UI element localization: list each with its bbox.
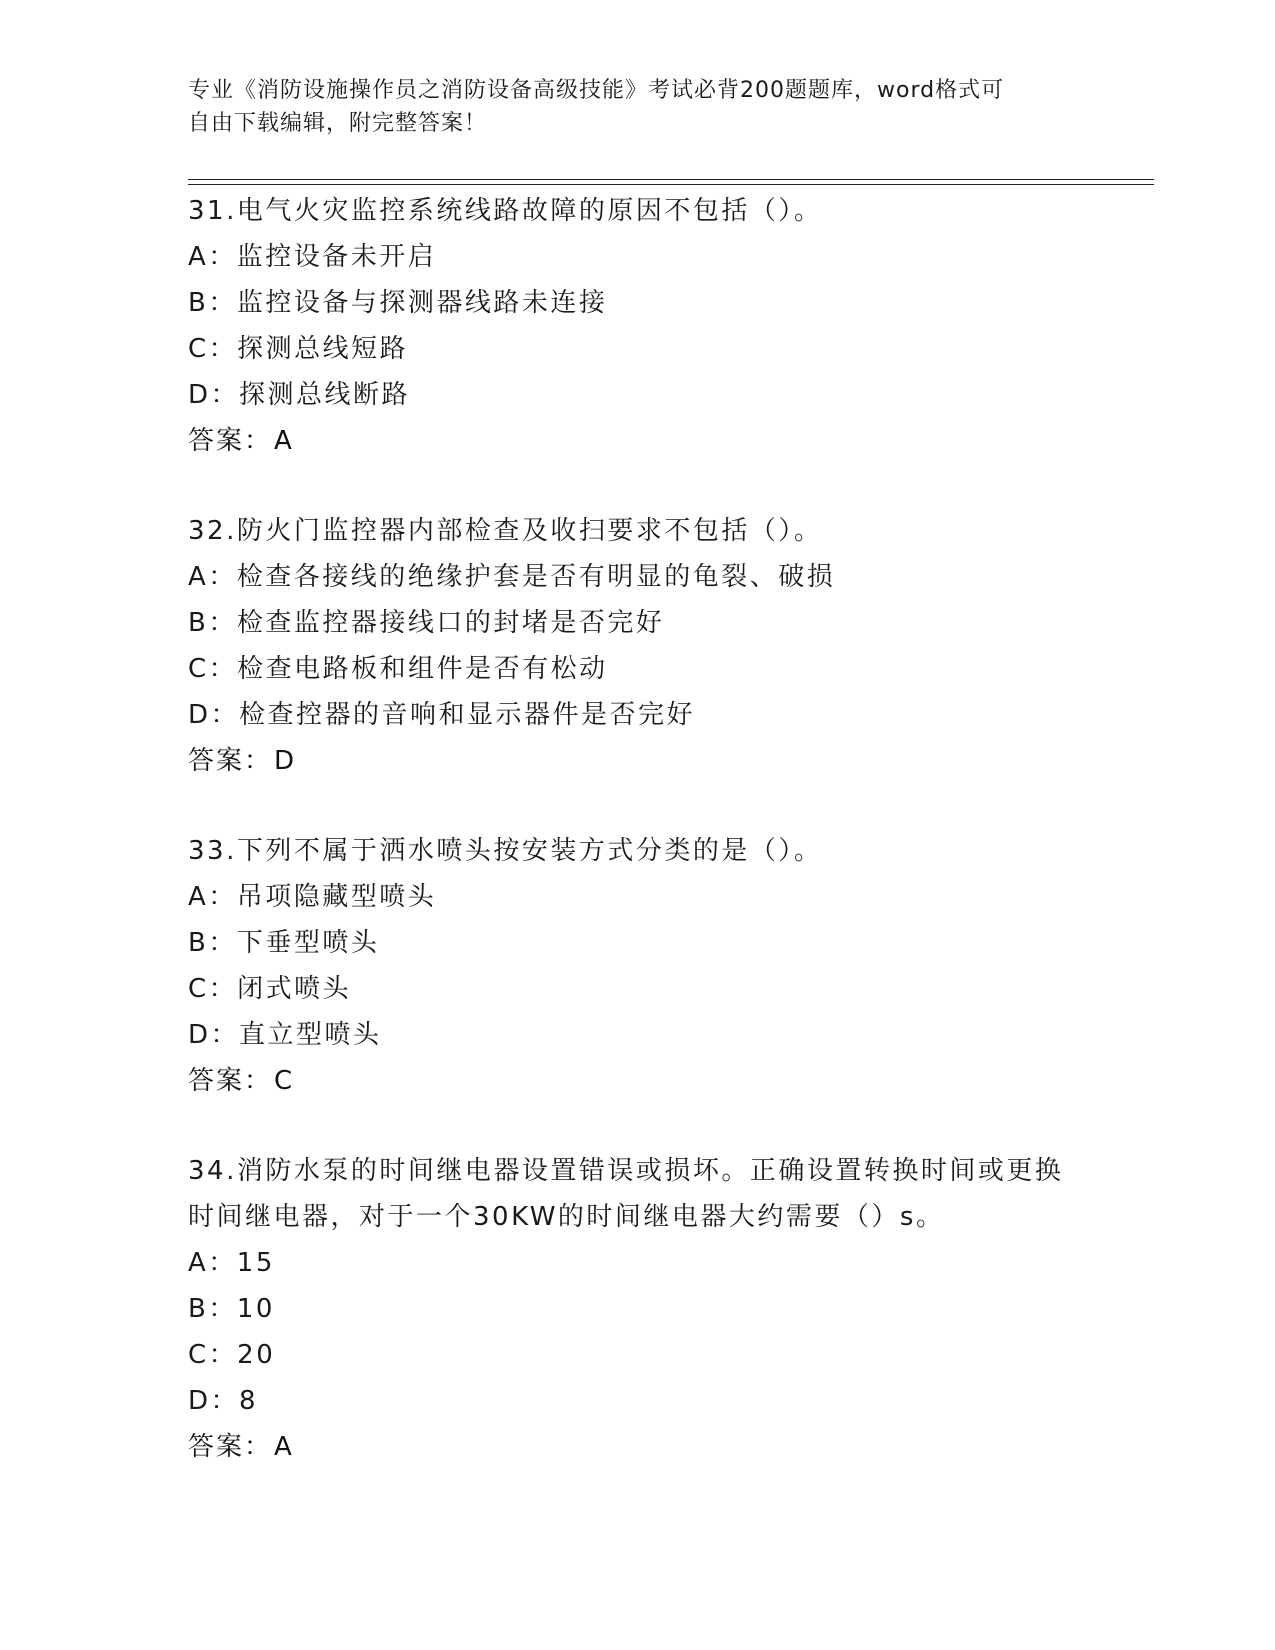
answer-label: 答案：	[188, 426, 273, 456]
answer-value: A	[274, 1432, 293, 1462]
question-31	[188, 188, 1148, 464]
answer-line	[188, 1058, 1148, 1104]
answer-label: 答案：	[188, 1066, 273, 1096]
option-b: B：监控设备与探测器线路未连接	[188, 288, 608, 318]
answer-label: 答案：	[188, 746, 273, 776]
header-line-2: 自由下载编辑，附完整答案！	[188, 111, 488, 136]
option-d: D：探测总线断路	[188, 380, 411, 410]
question-34	[188, 1148, 1148, 1470]
option-a: A：检查各接线的绝缘护套是否有明显的龟裂、破损	[188, 562, 836, 592]
answer-line	[188, 418, 1148, 464]
option-d: D：检查控器的音响和显示器件是否完好	[188, 700, 696, 730]
answer-value: A	[274, 426, 293, 456]
option-b: B：10	[188, 1294, 275, 1324]
option-c: C：探测总线短路	[188, 334, 409, 364]
option-d: D：直立型喷头	[188, 1020, 382, 1050]
question-stem-line-1: 34.消防水泵的时间继电器设置错误或损坏。正确设置转换时间或更换	[188, 1156, 1064, 1186]
question-stem-line-2: 时间继电器，对于一个30KW的时间继电器大约需要（）s。	[188, 1202, 945, 1232]
answer-line	[188, 1424, 1148, 1470]
header-divider-bottom	[188, 184, 1154, 185]
question-stem: 31.电气火灾监控系统线路故障的原因不包括（）。	[188, 196, 823, 226]
question-stem	[188, 1148, 1148, 1240]
option-a: A：监控设备未开启	[188, 242, 437, 272]
option-b: B：检查监控器接线口的封堵是否完好	[188, 608, 665, 638]
document-header	[188, 74, 1088, 140]
option-c: C：检查电路板和组件是否有松动	[188, 654, 608, 684]
question-stem: 32.防火门监控器内部检查及收扫要求不包括（）。	[188, 516, 823, 546]
question-33	[188, 828, 1148, 1104]
answer-value: D	[274, 746, 296, 776]
question-stem: 33.下列不属于洒水喷头按安装方式分类的是（）。	[188, 836, 823, 866]
header-divider-top	[188, 179, 1154, 180]
option-d: D：8	[188, 1386, 259, 1416]
option-a: A：15	[188, 1248, 275, 1278]
answer-line	[188, 738, 1148, 784]
option-b: B：下垂型喷头	[188, 928, 380, 958]
answer-label: 答案：	[188, 1432, 273, 1462]
option-c: C：闭式喷头	[188, 974, 352, 1004]
option-a: A：吊项隐藏型喷头	[188, 882, 437, 912]
header-line-1: 专业《消防设施操作员之消防设备高级技能》考试必背200题题库，word格式可	[188, 78, 1005, 103]
question-32	[188, 508, 1148, 784]
option-c: C：20	[188, 1340, 276, 1370]
answer-value: C	[274, 1066, 294, 1096]
